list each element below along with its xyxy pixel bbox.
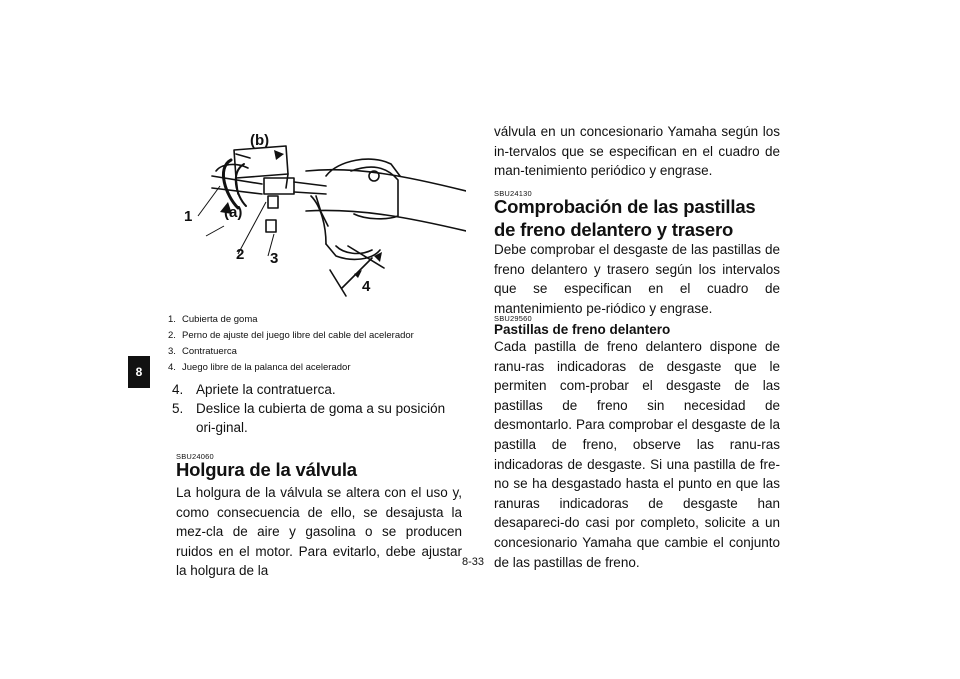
- valve-section-body: La holgura de la válvula se altera con el uso y, como consecuencia de ello, se desajusta la mez-cla de aire y gasolina o se producen ruidos en el motor. Para evitarlo, debe ajustar la holgura de la: [176, 485, 462, 579]
- brake-check-title: Comprobación de las pastillas de freno delantero y trasero: [494, 196, 756, 240]
- step-item: 4. Apriete la contratuerca.: [172, 382, 336, 397]
- figure-captions: [168, 312, 468, 376]
- label-b: (b): [250, 132, 270, 149]
- valve-section-title: Holgura de la válvula: [176, 459, 357, 480]
- front-pads-code: SBU29560: [494, 314, 532, 323]
- chapter-tab: [128, 356, 150, 388]
- handlebar-drawing: [176, 116, 466, 302]
- page-number: 8-33: [462, 556, 485, 568]
- throttle-lever-illustration: [176, 116, 466, 302]
- label-1: 1: [184, 208, 193, 225]
- label-3: 3: [270, 250, 279, 267]
- brake-check-code: SBU24130: [494, 189, 532, 198]
- caption-item: 1. Cubierta de goma: [168, 314, 258, 325]
- caption-item: 3. Contratuerca: [168, 346, 237, 357]
- front-pads-body: Cada pastilla de freno delantero dispone de ranu-ras indicadoras de desgaste que le permiten com-probar el desgaste de las pastillas de freno sin necesidad de desmontarlo. Para comprobar el desgaste de la pastilla de freno, observe las ranu-ras indicadoras de desgaste. Si una pastilla de fre-no se ha desgastado hasta el punto en que las ranuras indicadoras de desgaste han desapareci-do casi por completo, solicite a un concesionario Yamaha que cambie el conjunto de las pastillas de freno.: [494, 339, 780, 570]
- label-2: 2: [236, 246, 245, 263]
- front-pads-title: Pastillas de freno delantero: [494, 322, 671, 337]
- caption-item: 4. Juego libre de la palanca del acelerador: [168, 362, 351, 373]
- label-a: (a): [224, 204, 243, 221]
- brake-check-body: Debe comprobar el desgaste de las pastillas de freno delantero y trasero según los intervalos que se especifican en el cuadro de mantenimiento pe-riódico y engrase.: [494, 242, 780, 316]
- valve-section-code: SBU24060: [176, 452, 214, 461]
- valve-section-continued: válvula en un concesionario Yamaha según los in-tervalos que se especifican en el cuadro de man-tenimiento periódico y engrase.: [494, 124, 780, 179]
- label-4: 4: [362, 278, 371, 295]
- adjustment-steps: [168, 380, 462, 437]
- chapter-tab-label: 8: [135, 365, 143, 379]
- caption-item: 2. Perno de ajuste del juego libre del cable del acelerador: [168, 330, 414, 341]
- step-item: 5. Deslice la cubierta de goma a su posición ori-ginal.: [172, 401, 446, 435]
